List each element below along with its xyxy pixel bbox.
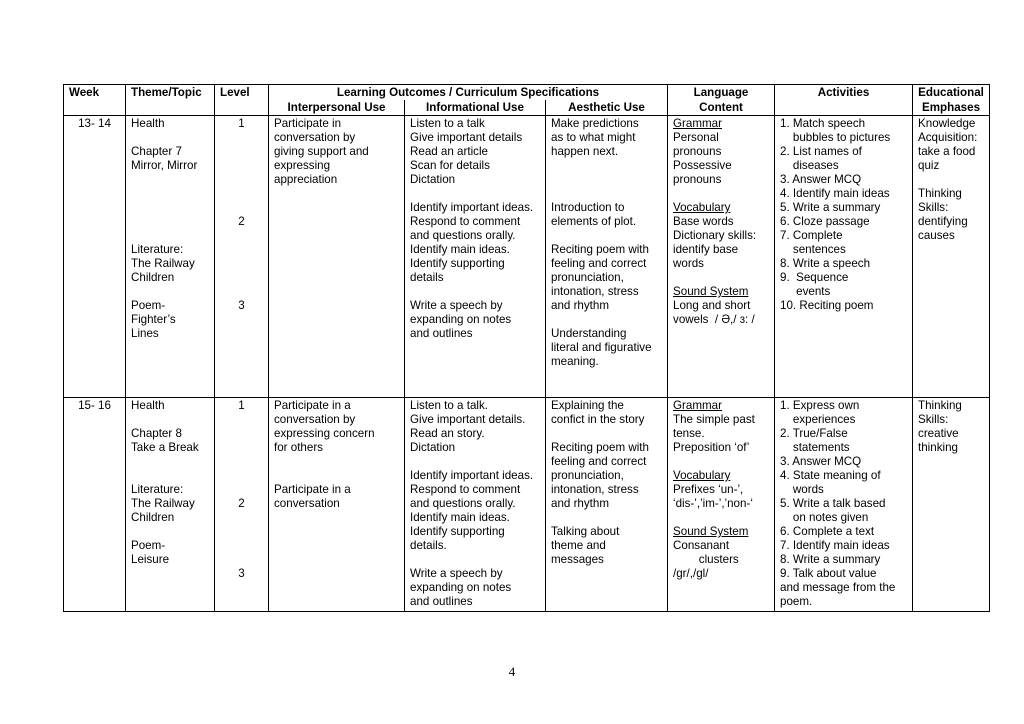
cell-line: quiz — [918, 159, 940, 172]
cell-line — [220, 159, 263, 173]
aesthetic-cell — [546, 116, 668, 398]
cell-line: Identify supporting — [410, 525, 505, 538]
cell-line: 1 — [238, 399, 245, 412]
cell-line: 2 — [238, 215, 245, 228]
cell-line: Write a speech by — [410, 567, 503, 580]
cell-line: expanding on notes — [410, 313, 512, 326]
cell-line: Explaining the — [551, 399, 624, 412]
cell-line: identify base — [673, 243, 739, 256]
cell-line: words — [673, 257, 704, 270]
cell-line: Children — [131, 511, 175, 524]
cell-line: poem. — [780, 595, 813, 608]
cell-line: 6. Cloze passage — [780, 215, 870, 228]
cell-line — [551, 173, 662, 187]
cell-line: meaning. — [551, 355, 599, 368]
cell-line: conversation by — [274, 413, 356, 426]
cell-line: pronouns — [673, 145, 722, 158]
cell-line: Reciting poem with — [551, 243, 649, 256]
cell-line: 2 — [238, 497, 245, 510]
week-cell: 15- 16 — [64, 398, 126, 612]
cell-line — [131, 229, 209, 243]
cell-line: Consanant — [673, 539, 730, 552]
cell-line — [551, 159, 662, 173]
cell-line: Skills: — [918, 413, 949, 426]
cell-line: Literature: — [131, 483, 184, 496]
cell-line — [220, 455, 263, 469]
cell-line: Mirror, Mirror — [131, 159, 198, 172]
header-row-1 — [64, 85, 990, 101]
cell-line — [274, 455, 399, 469]
cell-line: Give important details — [410, 131, 523, 144]
cell-line: Thinking — [918, 187, 962, 200]
cell-line — [131, 285, 209, 299]
cell-line: Identify main ideas. — [410, 243, 510, 256]
interpersonal-cell — [269, 116, 405, 398]
informational-cell — [405, 398, 546, 612]
cell-line: Children — [131, 271, 175, 284]
cell-line: Possessive — [673, 159, 732, 172]
cell-line: Fighter’s — [131, 313, 176, 326]
cell-line: Sound System — [673, 285, 749, 298]
cell-line: intonation, stress — [551, 285, 639, 298]
cell-line: Dictation — [410, 441, 456, 454]
cell-line: events — [780, 285, 831, 298]
cell-line — [220, 145, 263, 159]
cell-line — [410, 285, 540, 299]
cell-line: causes — [918, 229, 955, 242]
language-cell — [668, 116, 775, 398]
cell-line — [220, 243, 263, 257]
cell-line — [131, 525, 209, 539]
cell-line: Respond to comment — [410, 483, 521, 496]
cell-line — [131, 413, 209, 427]
cell-line: vowels / Ə,/ ɜ: / — [673, 313, 755, 326]
cell-line: Understanding — [551, 327, 627, 340]
informational-header: Informational Use — [405, 100, 546, 116]
cell-line: expressing — [274, 159, 331, 172]
cell-line: Thinking — [918, 399, 962, 412]
activities-cell — [775, 116, 913, 398]
language-cell — [668, 398, 775, 612]
cell-line: words — [780, 483, 824, 496]
cell-line — [220, 525, 263, 539]
cell-line: Prefixes ‘un-’, — [673, 483, 744, 496]
cell-line: Give important details. — [410, 413, 526, 426]
cell-line: creative — [918, 427, 959, 440]
cell-line: The Railway — [131, 257, 195, 270]
cell-line: Participate in a — [274, 483, 351, 496]
cell-line: 1 — [238, 117, 245, 130]
cell-line: /gr/,/gl/ — [673, 567, 709, 580]
cell-line: Vocabulary — [673, 201, 731, 214]
learning-outcomes-header: Learning Outcomes / Curriculum Specifications — [269, 85, 668, 101]
cell-line — [220, 413, 263, 427]
cell-line: Literature: — [131, 243, 184, 256]
cell-line: Poem- — [131, 299, 166, 312]
cell-line: expanding on notes — [410, 581, 512, 594]
cell-line: appreciation — [274, 173, 338, 186]
cell-line: diseases — [780, 159, 839, 172]
cell-line: Grammar — [673, 399, 722, 412]
cell-line: Long and short — [673, 299, 751, 312]
cell-line: Base words — [673, 215, 734, 228]
cell-line: conversation — [274, 497, 340, 510]
cell-line: Identify main ideas. — [410, 511, 510, 524]
cell-line: details. — [410, 539, 447, 552]
cell-line: pronunciation, — [551, 469, 624, 482]
activities-header: Activities — [775, 85, 913, 116]
cell-line — [220, 187, 263, 201]
informational-cell — [405, 116, 546, 398]
cell-line: and outlines — [410, 595, 473, 608]
cell-line: 4. Identify main ideas — [780, 187, 890, 200]
week-cell: 13- 14 — [64, 116, 126, 398]
cell-line: feeling and correct — [551, 257, 647, 270]
cell-line — [220, 441, 263, 455]
emphases-cell — [913, 116, 990, 398]
cell-line — [410, 187, 540, 201]
cell-line — [551, 313, 662, 327]
emphases-header-line1: Educational — [913, 85, 990, 101]
cell-line: and questions orally. — [410, 229, 516, 242]
cell-line: Knowledge — [918, 117, 976, 130]
cell-line: 7. Identify main ideas — [780, 539, 890, 552]
cell-line — [274, 469, 399, 483]
theme-cell — [126, 398, 215, 612]
cell-line — [220, 173, 263, 187]
cell-line: and outlines — [410, 327, 473, 340]
interpersonal-cell — [269, 398, 405, 612]
cell-line: take a food — [918, 145, 976, 158]
cell-line: elements of plot. — [551, 215, 637, 228]
cell-line: Chapter 7 — [131, 145, 182, 158]
cell-line — [410, 553, 540, 567]
level-cell — [215, 116, 269, 398]
cell-line: 2. True/False — [780, 427, 848, 440]
cell-line: Health — [131, 399, 165, 412]
cell-line: experiences — [780, 413, 856, 426]
cell-line: Respond to comment — [410, 215, 521, 228]
cell-line — [551, 187, 662, 201]
week-header: Week — [64, 85, 126, 116]
aesthetic-cell — [546, 398, 668, 612]
cell-line: Introduction to — [551, 201, 625, 214]
table-row — [64, 116, 990, 398]
cell-line — [918, 173, 984, 187]
cell-line: as to what might — [551, 131, 636, 144]
cell-line: Listen to a talk — [410, 117, 485, 130]
cell-line: on notes given — [780, 511, 869, 524]
cell-line: messages — [551, 553, 604, 566]
cell-line: 6. Complete a text — [780, 525, 875, 538]
cell-line: 8. Write a speech — [780, 257, 871, 270]
theme-header: Theme/Topic — [126, 85, 215, 116]
cell-line: pronouns — [673, 173, 722, 186]
cell-line — [673, 187, 769, 201]
cell-line: Sound System — [673, 525, 749, 538]
cell-line: intonation, stress — [551, 483, 639, 496]
cell-line: literal and figurative — [551, 341, 652, 354]
cell-line: Scan for details — [410, 159, 490, 172]
cell-line: Read an story. — [410, 427, 485, 440]
cell-line: 3 — [238, 299, 245, 312]
cell-line — [410, 455, 540, 469]
level-cell — [215, 398, 269, 612]
cell-line: Identify supporting — [410, 257, 505, 270]
cell-line: giving support and — [274, 145, 369, 158]
cell-line: 1. Match speech — [780, 117, 866, 130]
cell-line: Write a speech by — [410, 299, 503, 312]
cell-line — [220, 271, 263, 285]
cell-line — [220, 553, 263, 567]
cell-line: 9. Talk about value — [780, 567, 877, 580]
cell-line: 1. Express own — [780, 399, 860, 412]
cell-line: Read an article — [410, 145, 488, 158]
cell-line: and message from the — [780, 581, 896, 594]
cell-line: happen next. — [551, 145, 619, 158]
cell-line — [131, 187, 209, 201]
cell-line: 3 — [238, 567, 245, 580]
cell-line — [220, 511, 263, 525]
cell-line: Leisure — [131, 553, 170, 566]
cell-line: Acquisition: — [918, 131, 978, 144]
cell-line: confict in the story — [551, 413, 645, 426]
cell-line — [131, 469, 209, 483]
cell-line: 8. Write a summary — [780, 553, 881, 566]
cell-line: Preposition ‘of’ — [673, 441, 750, 454]
cell-line — [220, 257, 263, 271]
cell-line: 10. Reciting poem — [780, 299, 874, 312]
language-header-line2: Content — [668, 100, 775, 116]
activities-cell — [775, 398, 913, 612]
cell-line — [220, 469, 263, 483]
cell-line — [220, 131, 263, 145]
cell-line: details — [410, 271, 444, 284]
emphases-header-line2: Emphases — [913, 100, 990, 116]
cell-line: 3. Answer MCQ — [780, 455, 862, 468]
cell-line: Participate in a — [274, 399, 351, 412]
cell-line: expressing concern — [274, 427, 375, 440]
cell-line: pronunciation, — [551, 271, 624, 284]
cell-line: Skills: — [918, 201, 949, 214]
cell-line: 3. Answer MCQ — [780, 173, 862, 186]
cell-line: 5. Write a summary — [780, 201, 881, 214]
cell-line — [131, 131, 209, 145]
cell-line: Poem- — [131, 539, 166, 552]
cell-line: Dictionary skills: — [673, 229, 757, 242]
cell-line — [220, 285, 263, 299]
cell-line: 5. Write a talk based — [780, 497, 886, 510]
cell-line: Dictation — [410, 173, 456, 186]
cell-line: feeling and correct — [551, 455, 647, 468]
cell-line — [551, 229, 662, 243]
cell-line — [673, 271, 769, 285]
cell-line — [673, 511, 769, 525]
cell-line: Identify important ideas. — [410, 469, 534, 482]
cell-line: conversation by — [274, 131, 356, 144]
cell-line: theme and — [551, 539, 606, 552]
cell-line: Vocabulary — [673, 469, 731, 482]
cell-line — [673, 455, 769, 469]
cell-line: for others — [274, 441, 323, 454]
cell-line — [131, 455, 209, 469]
cell-line: Lines — [131, 327, 159, 340]
cell-line — [220, 229, 263, 243]
cell-line — [220, 427, 263, 441]
cell-line: 7. Complete — [780, 229, 843, 242]
cell-line: Talking about — [551, 525, 620, 538]
cell-line — [131, 215, 209, 229]
language-header-line1: Language — [668, 85, 775, 101]
cell-line: bubbles to pictures — [780, 131, 891, 144]
cell-line: Health — [131, 117, 165, 130]
cell-line: Grammar — [673, 117, 722, 130]
cell-line: thinking — [918, 441, 958, 454]
cell-line: Listen to a talk. — [410, 399, 488, 412]
cell-line: sentences — [780, 243, 846, 256]
cell-line: statements — [780, 441, 850, 454]
cell-line — [131, 173, 209, 187]
cell-line: The Railway — [131, 497, 195, 510]
cell-line: 9. Sequence — [780, 271, 849, 284]
cell-line: 4. State meaning of — [780, 469, 881, 482]
curriculum-table — [63, 84, 990, 612]
cell-line: Take a Break — [131, 441, 199, 454]
cell-line — [131, 201, 209, 215]
cell-line: and questions orally. — [410, 497, 516, 510]
cell-line: tense. — [673, 427, 705, 440]
cell-line: Chapter 8 — [131, 427, 182, 440]
cell-line: and rhythm — [551, 497, 609, 510]
cell-line: ‘dis-’,’im-’,’non-‘ — [673, 497, 753, 510]
emphases-cell — [913, 398, 990, 612]
cell-line — [220, 539, 263, 553]
cell-line: Reciting poem with — [551, 441, 649, 454]
cell-line — [220, 483, 263, 497]
level-header: Level — [215, 85, 269, 116]
cell-line — [551, 427, 662, 441]
page-number: 4 — [508, 664, 516, 679]
cell-line — [220, 201, 263, 215]
cell-line: dentifying — [918, 215, 968, 228]
cell-line: and rhythm — [551, 299, 609, 312]
interpersonal-header: Interpersonal Use — [269, 100, 405, 116]
cell-line: Participate in — [274, 117, 342, 130]
cell-line — [551, 511, 662, 525]
cell-line: clusters — [673, 553, 739, 566]
theme-cell — [126, 116, 215, 398]
cell-line: Personal — [673, 131, 719, 144]
cell-line: Make predictions — [551, 117, 639, 130]
cell-line: 2. List names of — [780, 145, 862, 158]
aesthetic-header: Aesthetic Use — [546, 100, 668, 116]
table-row — [64, 398, 990, 612]
cell-line: Identify important ideas. — [410, 201, 534, 214]
cell-line: The simple past — [673, 413, 755, 426]
